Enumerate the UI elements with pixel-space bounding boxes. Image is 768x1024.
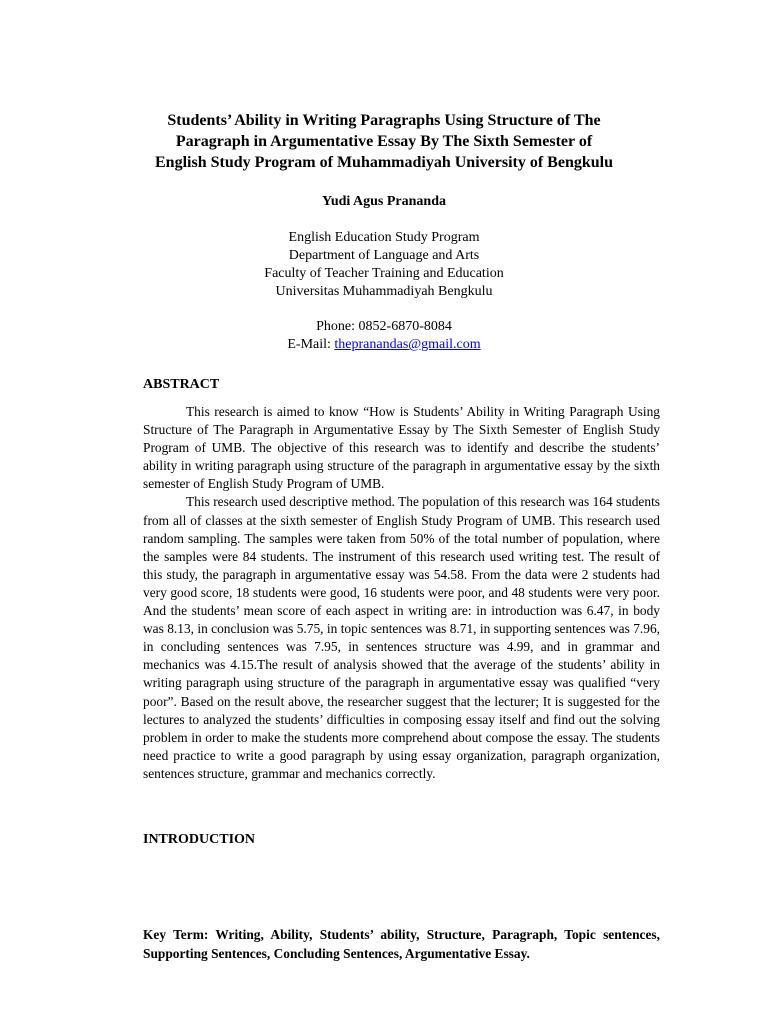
introduction-heading: INTRODUCTION bbox=[143, 832, 256, 847]
author-name: Yudi Agus Prananda bbox=[322, 194, 446, 209]
affiliation-line: Universitas Muhammadiyah Bengkulu bbox=[275, 284, 493, 299]
affiliation-block bbox=[100, 229, 668, 301]
email-line bbox=[100, 336, 668, 354]
email-link[interactable]: thepranandas@gmail.com bbox=[334, 337, 481, 352]
phone-line: Phone: 0852-6870-8084 bbox=[316, 319, 452, 334]
paper-title bbox=[100, 110, 668, 173]
key-terms: Key Term: Writing, Ability, Students’ ability, Structure, Paragraph, Topic sentences, Supporting Sentences, Concluding Sentences, Argumentative Essay. bbox=[143, 927, 660, 961]
abstract-paragraph: This research used descriptive method. The population of this research was 164 students from all of classes at the sixth semester of English Study Program of UMB. This research used random sampling. The samples were taken from 50% of the total number of population, where the samples were 84 students. The instrument of this research used writing test. The result of this study, the paragraph in argumentative essay was 54.58. From the data were 2 students had very good score, 18 students were good, 16 students were poor, and 48 students were very poor. And the students’ mean score of each aspect in writing are: in introduction was 6.47, in body was 8.13, in conclusion was 5.75, in topic sentences was 8.71, in supporting sentences was 7.96, in concluding sentences was 7.95, in sentences structure was 4.99, and in grammar and mechanics was 4.15.The result of analysis showed that the average of the students’ ability in writing paragraph using structure of the paragraph in argumentative essay was qualified “very poor”. Based on the result above, the researcher suggest that the lecturer; It is suggested for the lectures to analyzed the students’ difficulties in composing essay itself and find out the solving problem in order to make the students more comprehend about compose the essay. The students need practice to write a good paragraph by using essay organization, paragraph organization, sentences structure, grammar and mechanics correctly. bbox=[143, 494, 660, 781]
affiliation-line: Department of Language and Arts bbox=[288, 248, 480, 263]
abstract-body bbox=[143, 403, 660, 783]
contact-block bbox=[100, 318, 668, 354]
affiliation-line: English Education Study Program bbox=[288, 230, 480, 245]
email-label: E-Mail: bbox=[287, 337, 335, 352]
title-line: English Study Program of Muhammadiyah University of Bengkulu bbox=[155, 154, 613, 171]
abstract-heading: ABSTRACT bbox=[143, 377, 220, 392]
title-line: Students’ Ability in Writing Paragraphs Using Structure of The bbox=[167, 112, 601, 129]
abstract-paragraph: This research is aimed to know “How is Students’ Ability in Writing Paragraph Using Structure of The Paragraph in Argumentative Essay by The Sixth Semester of English Study Program of UMB. The objective of this research was to identify and describe the students’ ability in writing paragraph using structure of the paragraph in argumentative essay by the sixth semester of English Study Program of UMB. bbox=[143, 404, 660, 492]
affiliation-line: Faculty of Teacher Training and Education bbox=[264, 266, 504, 281]
title-line: Paragraph in Argumentative Essay By The Sixth Semester of bbox=[175, 133, 593, 150]
